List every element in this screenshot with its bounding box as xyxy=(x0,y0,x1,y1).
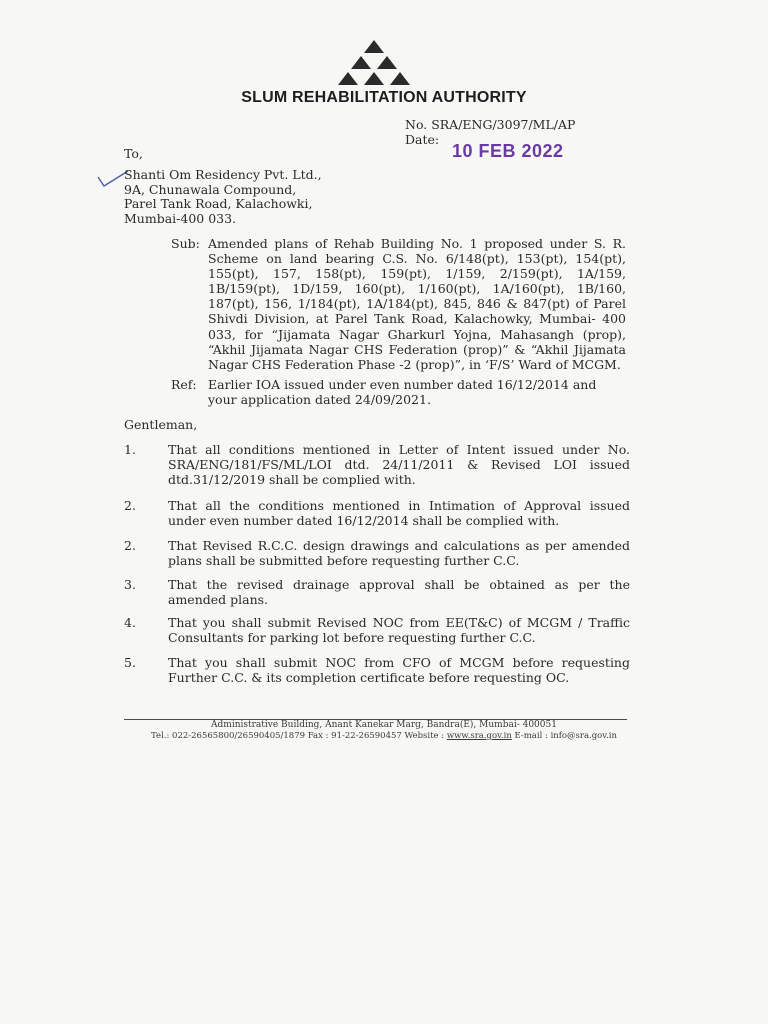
subject-text: Amended plans of Rehab Building No. 1 proposed under S. R. Scheme on land bearing C.S. No. 6/148(pt), 153(pt), 154(pt), 155(pt), 157, 158(pt), 159(pt), 1/159, 2/159(pt), 1A/159, 1B/159(pt), 1D/159, 160(pt), 1/160(pt), 1A/160(pt), 1B/160, 187(pt), 156, 1/184(pt), 1A/184(pt), 845, 846 & 847(pt) of Parel Shivdi Division, at Parel Tank Road, Kalachowky, Mumbai- 400 033, for “Jijamata Nagar Gharkurl Yojna, Mahasangh (prop), “Akhil Jijamata Nagar CHS Federation (prop)” & “Akhil Jijamata Nagar CHS Federation Phase -2 (prop)”, in ‘F/S’ Ward of MCGM. xyxy=(208,236,626,372)
recipient-address xyxy=(124,168,322,226)
to-label: To, xyxy=(124,146,143,161)
condition-number: 4. xyxy=(124,615,136,630)
website-link[interactable]: www.sra.gov.in xyxy=(446,731,512,741)
condition-text: That you shall submit NOC from CFO of MCGM before requesting Further C.C. & its completion certificate before requesting OC. xyxy=(168,655,630,685)
date-label: Date: xyxy=(405,132,440,147)
reference-text: Earlier IOA issued under even number dated 16/12/2014 and your application dated 24/09/2021. xyxy=(208,377,597,407)
condition-text: That you shall submit Revised NOC from EE(T&C) of MCGM / Traffic Consultants for parking lot before requesting further C.C. xyxy=(168,615,630,645)
address-line: Mumbai-400 033. xyxy=(124,210,237,226)
condition-number: 3. xyxy=(124,577,136,592)
email-link[interactable]: info@sra.gov.in xyxy=(550,731,617,741)
condition-number: 5. xyxy=(124,655,136,670)
condition-number: 1. xyxy=(124,442,136,457)
condition-text: That the revised drainage approval shall be obtained as per the amended plans. xyxy=(168,577,630,607)
address-line: 9A, Chunawala Compound, xyxy=(124,181,297,197)
condition-number: 2. xyxy=(124,498,136,513)
address-line: Parel Tank Road, Kalachowki, xyxy=(124,196,313,211)
address-line: Shanti Om Residency Pvt. Ltd., xyxy=(124,167,322,182)
condition-text: That all the conditions mentioned in Intimation of Approval issued under even number dated 16/12/2014 shall be complied with. xyxy=(168,498,630,528)
email-label: E-mail : xyxy=(511,731,551,741)
condition-number: 2. xyxy=(124,538,136,553)
footer-contact-text: Tel.: 022-26565800/26590405/1879 Fax : 91-22-26590457 Website : xyxy=(151,731,447,741)
date-stamp: 10 FEB 2022 xyxy=(452,141,564,161)
organization-name: SLUM REHABILITATION AUTHORITY xyxy=(241,89,527,106)
reference-label: Ref: xyxy=(171,377,197,392)
footer-contact xyxy=(0,731,768,741)
greeting: Gentleman, xyxy=(124,417,198,432)
condition-text: That all conditions mentioned in Letter of Intent issued under No. SRA/ENG/181/FS/ML/LOI dtd. 24/11/2011 & Revised LOI issued dtd.31/12/2019 shall be complied with. xyxy=(168,442,630,487)
footer-address: Administrative Building, Anant Kanekar Marg, Bandra(E), Mumbai- 400051 xyxy=(211,720,557,730)
condition-text: That Revised R.C.C. design drawings and calculations as per amended plans shall be submitted before requesting further C.C. xyxy=(168,538,630,568)
subject-label: Sub: xyxy=(171,236,200,251)
sra-logo-icon xyxy=(334,40,414,88)
reference-number: No. SRA/ENG/3097/ML/AP xyxy=(405,117,576,132)
